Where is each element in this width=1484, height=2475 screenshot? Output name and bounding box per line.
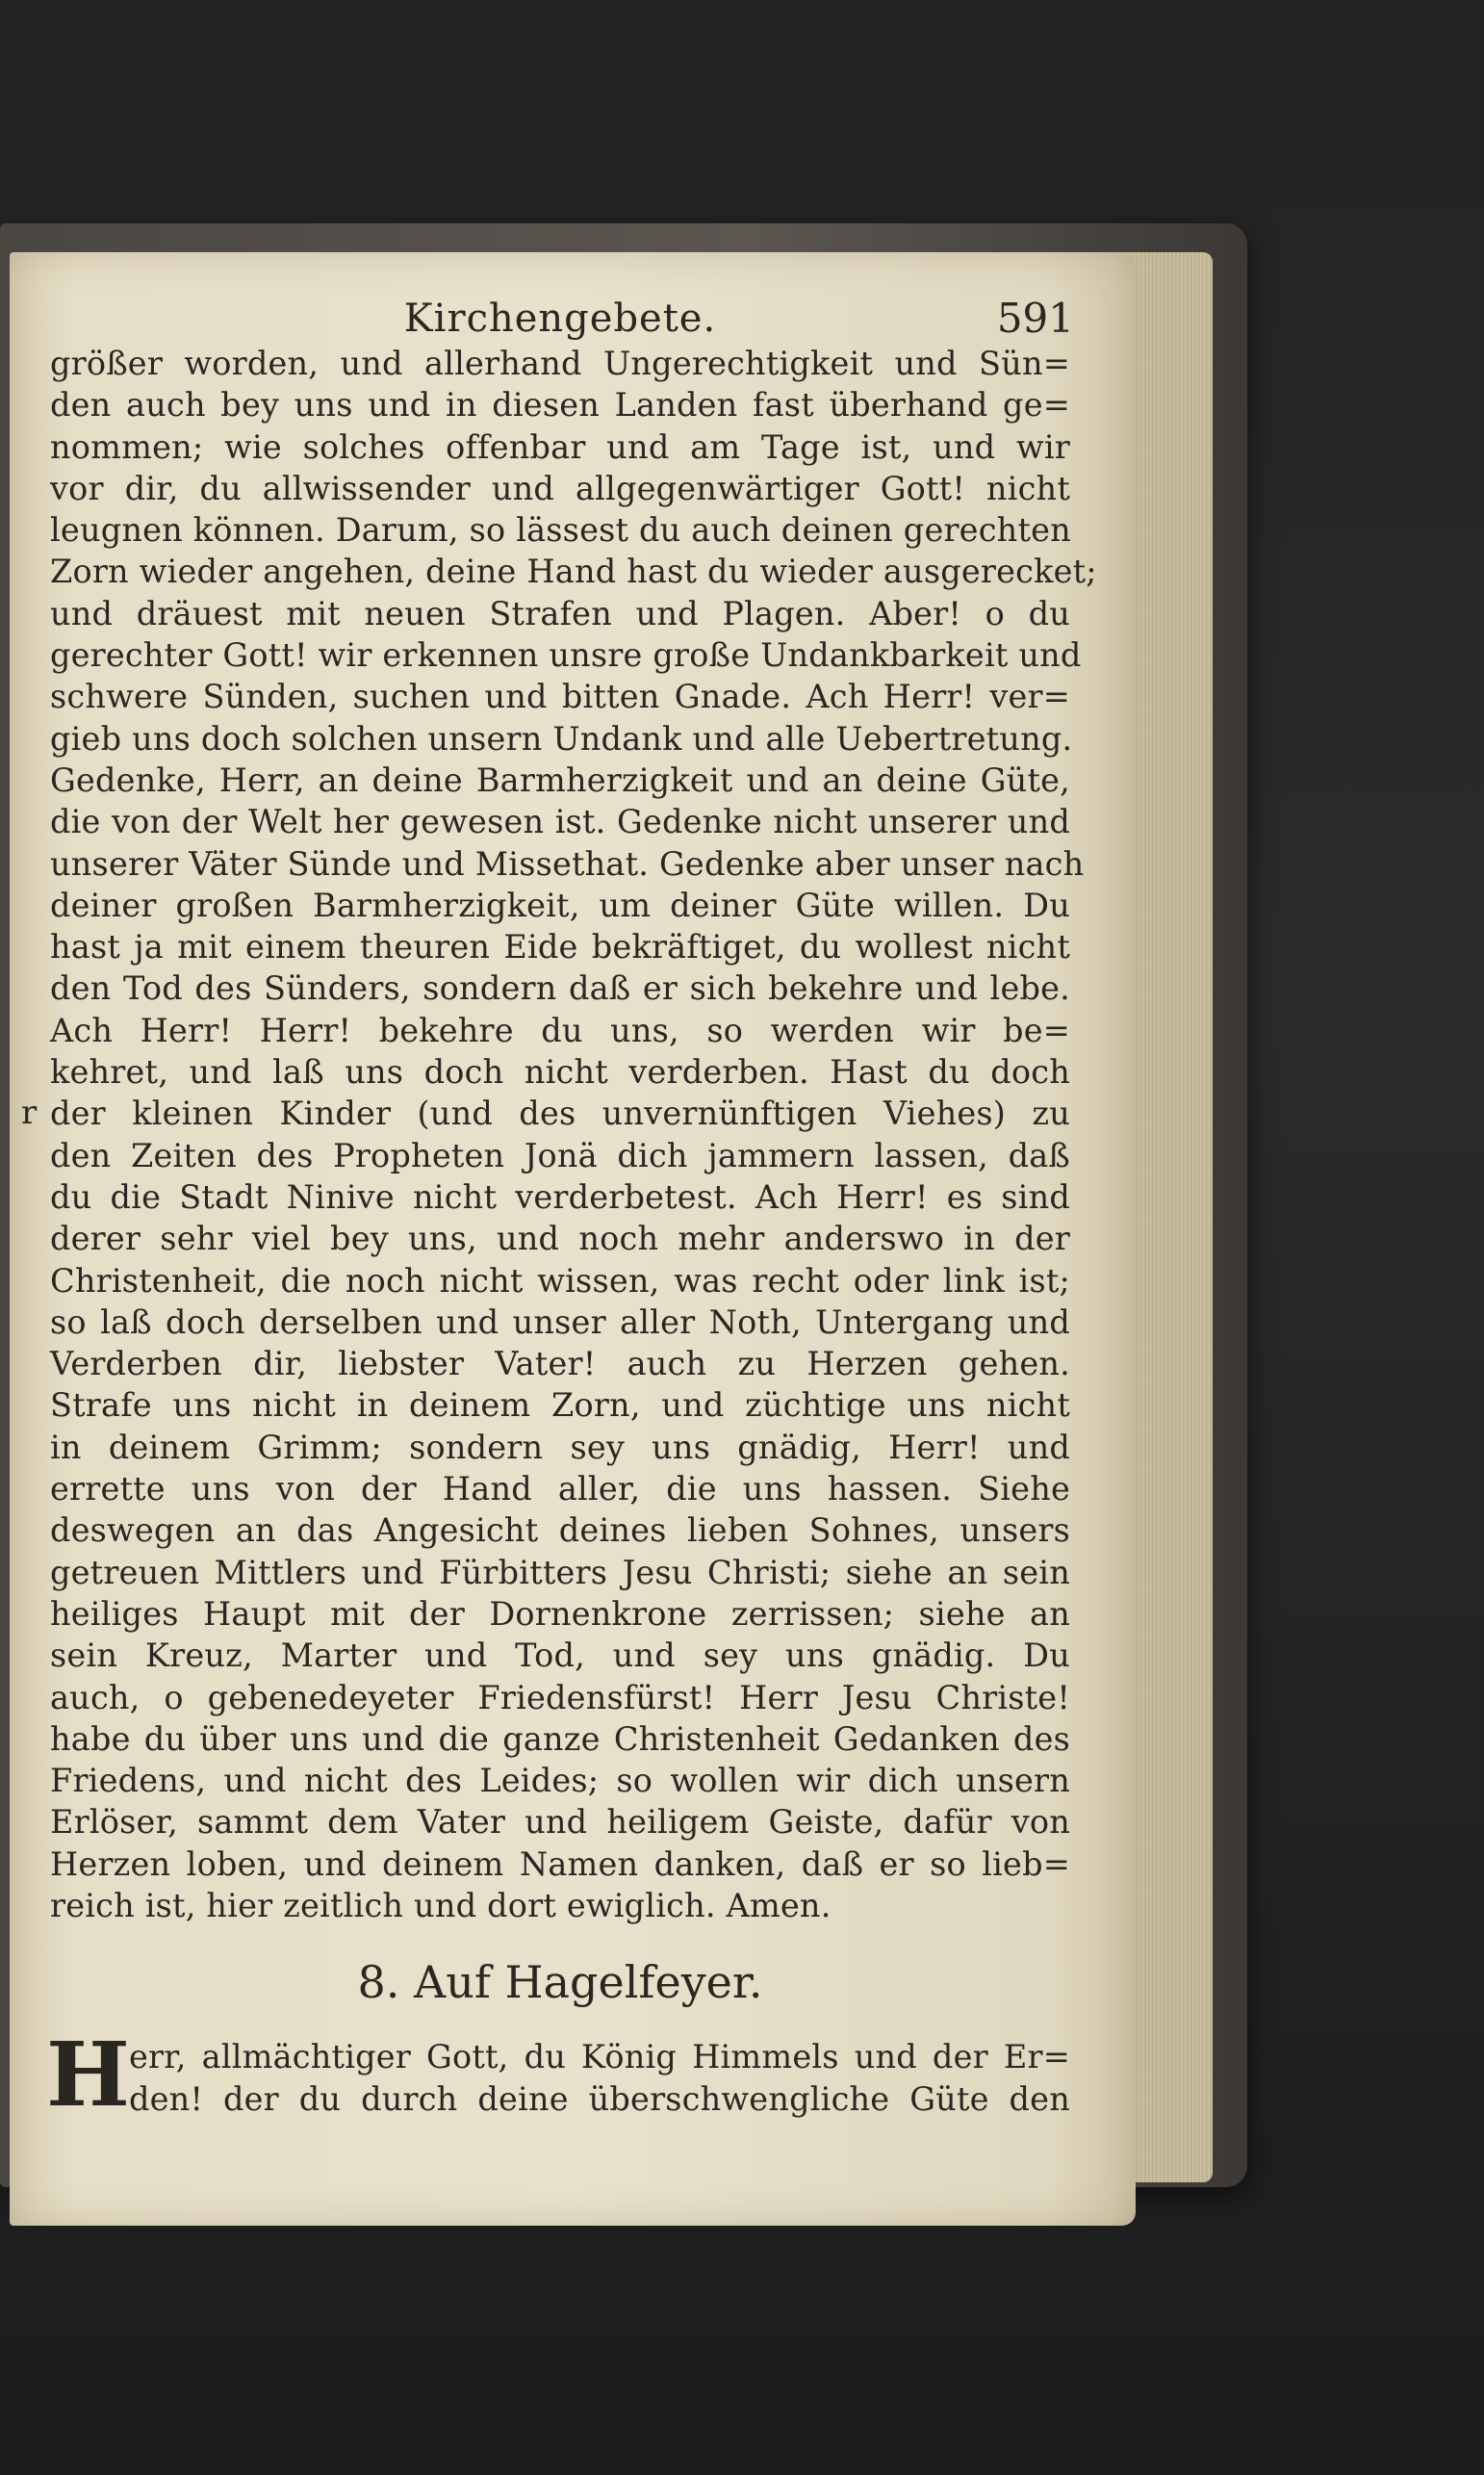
text-line: Friedens, und nicht des Leides; so wollen wir dich unsern xyxy=(50,1762,1070,1800)
text-line: die von der Welt her gewesen ist. Gedenke nicht unserer und xyxy=(50,803,1070,841)
text-line: gerechter Gott! wir erkennen unsre große Undankbarkeit und xyxy=(50,636,1082,675)
text-line: Erlöser, sammt dem Vater und heiligem Geiste, dafür von xyxy=(50,1803,1070,1842)
text-line: derer sehr viel bey uns, und noch mehr anderswo in der xyxy=(50,1220,1070,1258)
text-line: den! der du durch deine überschwengliche Güte den xyxy=(129,2079,1070,2118)
text-line: den Zeiten des Propheten Jonä dich jammern lassen, daß xyxy=(50,1136,1070,1174)
text-line: du die Stadt Ninive nicht verderbetest. Ach Herr! es sind xyxy=(50,1177,1070,1216)
text-line: nommen; wie solches offenbar und am Tage ist, und wir xyxy=(50,427,1070,466)
text-line: Verderben dir, liebster Vater! auch zu Herzen gehen. xyxy=(50,1345,1070,1383)
text-line: so laß doch derselben und unser aller Noth, Untergang und xyxy=(50,1302,1070,1341)
text-line: den Tod des Sünders, sondern daß er sich bekehre und lebe. xyxy=(50,969,1070,1008)
page-number: 591 xyxy=(996,295,1074,342)
text-line: heiliges Haupt mit der Dornenkrone zerrissen; siehe an xyxy=(50,1594,1070,1633)
drop-cap: H xyxy=(46,2023,130,2127)
text-line: Strafe uns nicht in deinem Zorn, und züchtige uns nicht xyxy=(50,1386,1070,1425)
text-line: in deinem Grimm; sondern sey uns gnädig, Herr! und xyxy=(50,1428,1070,1466)
text-line: hast ja mit einem theuren Eide bekräftiget, du wollest nicht xyxy=(50,928,1070,967)
text-line: kehret, und laß uns doch nicht verderben. Hast du doch xyxy=(50,1053,1070,1092)
margin-marker: r xyxy=(21,1094,38,1133)
text-line: errette uns von der Hand aller, die uns hassen. Siehe xyxy=(50,1470,1070,1508)
text-line: Zorn wieder angehen, deine Hand hast du wieder ausgerecket; xyxy=(50,553,1097,591)
text-line: gieb uns doch solchen unsern Undank und alle Uebertretung. xyxy=(50,719,1073,758)
text-line: größer worden, und allerhand Ungerechtigkeit und Sün= xyxy=(50,345,1070,382)
text-line: deswegen an das Angesicht deines lieben Sohnes, unsers xyxy=(50,1511,1070,1550)
text-line: schwere Sünden, suchen und bitten Gnade. Ach Herr! ver= xyxy=(50,678,1070,716)
text-line: getreuen Mittlers und Fürbitters Jesu Christi; siehe an sein xyxy=(50,1553,1070,1591)
text-line: vor dir, du allwissender und allgegenwärtiger Gott! nicht xyxy=(50,469,1070,507)
book-page xyxy=(10,252,1136,2226)
body-paragraph xyxy=(21,343,1097,1926)
text-line: der kleinen Kinder (und des unvernünftigen Viehes) zu r xyxy=(50,1093,1070,1134)
text-line: reich ist, hier zeitlich und dort ewiglich. Amen. xyxy=(50,1886,832,1924)
text-line: Herzen loben, und deinem Namen danken, daß er so lieb= xyxy=(50,1844,1070,1883)
text-line: habe du über uns und die ganze Christenheit Gedanken des xyxy=(50,1719,1070,1758)
section-heading: 8. Auf Hagelfeyer. xyxy=(357,1956,763,2009)
running-head xyxy=(50,275,1074,343)
text-line: Christenheit, die noch nicht wissen, was recht oder link ist; xyxy=(50,1261,1070,1300)
text-line: Gedenke, Herr, an deine Barmherzigkeit und an deine Güte, xyxy=(50,761,1070,799)
page-text xyxy=(21,275,1097,2127)
text-line: leugnen können. Darum, so lässest du auch deinen gerechten xyxy=(50,511,1071,550)
running-title: Kirchengebete. xyxy=(403,296,717,341)
text-line: und dräuest mit neuen Strafen und Plagen. Aber! o du xyxy=(50,594,1070,632)
text-line: Ach Herr! Herr! bekehre du uns, so werden wir be= xyxy=(50,1011,1070,1049)
text-line: sein Kreuz, Marter und Tod, und sey uns gnädig. Du xyxy=(50,1637,1070,1675)
text-line: auch, o gebenedeyeter Friedensfürst! Herr Jesu Christe! xyxy=(50,1678,1070,1716)
text-line: unserer Väter Sünde und Missethat. Gedenke aber unser nach xyxy=(50,844,1085,883)
text-line: err, allmächtiger Gott, du König Himmels und der Er= xyxy=(129,2038,1070,2076)
text-line: deiner großen Barmherzigkeit, um deiner Güte willen. Du xyxy=(50,886,1070,924)
text-line: den auch bey uns und in diesen Landen fast überhand ge= xyxy=(50,386,1070,425)
prayer-opening xyxy=(46,2023,1070,2127)
